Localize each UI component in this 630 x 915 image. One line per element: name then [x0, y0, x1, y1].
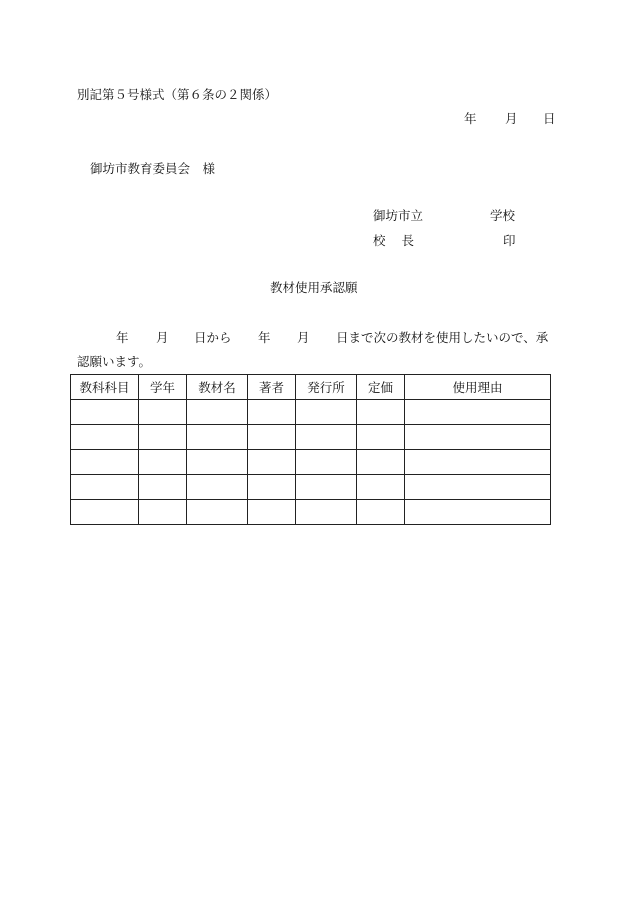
- table-cell: [405, 450, 551, 475]
- table-cell: [187, 400, 248, 425]
- school-name-suffix: 学校: [490, 208, 516, 223]
- table-cell: [71, 450, 139, 475]
- table-cell: [357, 400, 405, 425]
- date-day-label: 日: [543, 111, 556, 126]
- from-year-label: 年: [116, 330, 129, 345]
- table-cell: [187, 475, 248, 500]
- table-cell: [139, 425, 187, 450]
- table-cell: [296, 500, 357, 525]
- seal-mark: 印: [503, 233, 516, 248]
- request-text-continuation: 認願います。: [77, 354, 152, 369]
- table-cell: [71, 475, 139, 500]
- principal-label: [373, 235, 414, 248]
- table-row: [71, 425, 551, 450]
- table-header-row: [71, 375, 551, 400]
- table-row: [71, 400, 551, 425]
- table-cell: [405, 425, 551, 450]
- table-row: [71, 500, 551, 525]
- table-cell: [405, 500, 551, 525]
- table-cell: [71, 500, 139, 525]
- table-cell: [296, 450, 357, 475]
- table-cell: [71, 425, 139, 450]
- table-cell: [187, 500, 248, 525]
- table-cell: [296, 425, 357, 450]
- table-cell: [357, 500, 405, 525]
- table-row: [71, 475, 551, 500]
- table-cell: [187, 450, 248, 475]
- header-subject: 教科科目: [71, 375, 139, 400]
- table-cell: [405, 475, 551, 500]
- table-cell: [296, 475, 357, 500]
- table-cell: [139, 450, 187, 475]
- header-price: 定価: [357, 375, 405, 400]
- table-cell: [139, 500, 187, 525]
- table-cell: [357, 450, 405, 475]
- header-publisher: 発行所: [296, 375, 357, 400]
- table-row: [71, 450, 551, 475]
- table-cell: [248, 475, 296, 500]
- from-day-label: 日から: [194, 330, 232, 345]
- materials-table: [70, 374, 551, 525]
- form-identifier: 別記第５号様式（第６条の２関係）: [77, 87, 278, 102]
- document-title: 教材使用承認願: [270, 280, 358, 295]
- table-cell: [248, 450, 296, 475]
- table-cell: [357, 475, 405, 500]
- to-year-label: 年: [258, 330, 271, 345]
- table-cell: [248, 400, 296, 425]
- table-cell: [71, 400, 139, 425]
- header-author: 著者: [248, 375, 296, 400]
- table-cell: [248, 425, 296, 450]
- table-cell: [248, 500, 296, 525]
- date-month-label: 月: [505, 111, 518, 126]
- addressee: 御坊市教育委員会 様: [90, 161, 216, 176]
- table-cell: [139, 475, 187, 500]
- table-cell: [187, 425, 248, 450]
- to-month-label: 月: [297, 330, 310, 345]
- table-cell: [296, 400, 357, 425]
- header-grade: 学年: [139, 375, 187, 400]
- table-cell: [139, 400, 187, 425]
- header-material-name: 教材名: [187, 375, 248, 400]
- from-month-label: 月: [156, 330, 169, 345]
- principal-label-first: 校: [373, 233, 386, 248]
- to-day-text: 日まで次の教材を使用したいので、承: [336, 330, 549, 345]
- school-name-prefix: 御坊市立: [373, 208, 424, 223]
- table-cell: [357, 425, 405, 450]
- header-reason: 使用理由: [405, 375, 551, 400]
- date-year-label: 年: [464, 111, 477, 126]
- table-cell: [405, 400, 551, 425]
- principal-label-second: 長: [401, 233, 415, 248]
